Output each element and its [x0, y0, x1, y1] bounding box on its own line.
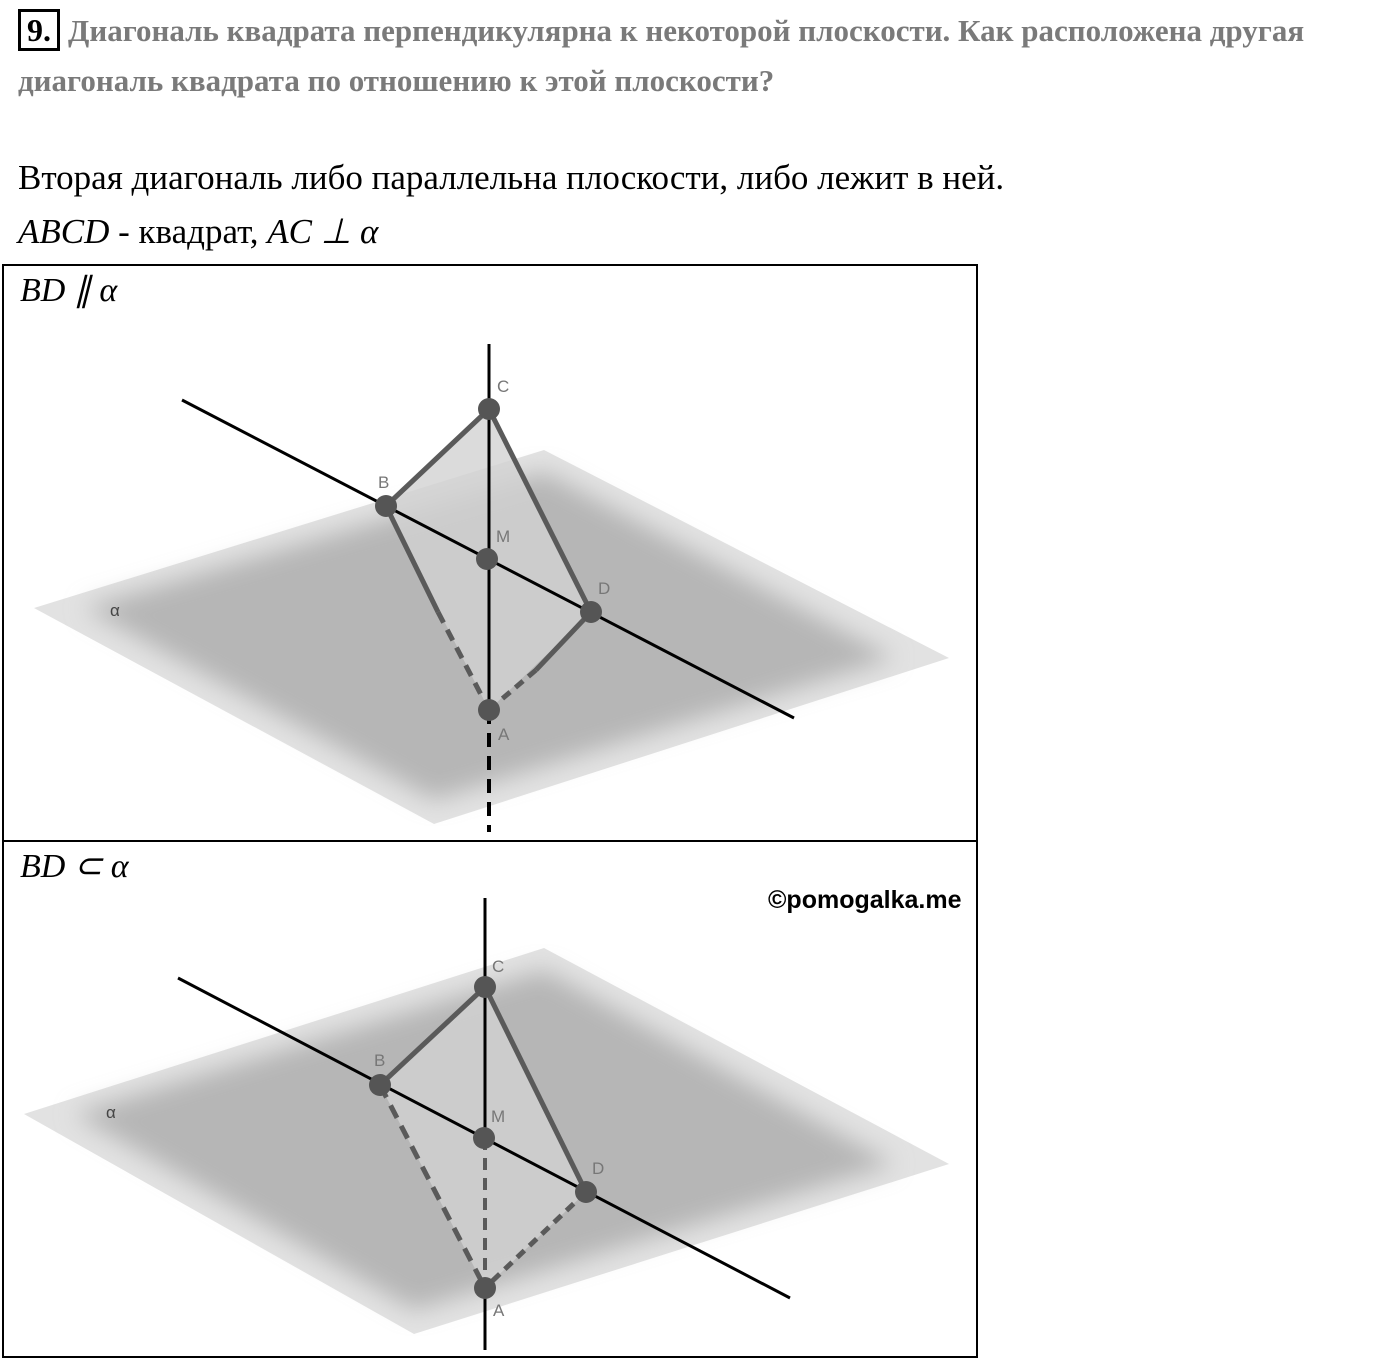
label-a: A: [498, 725, 510, 744]
answer-text: Вторая диагональ либо параллельна плоскости, либо лежит в ней.: [18, 158, 1005, 197]
point-m: [476, 548, 498, 570]
plane-label: α: [106, 1103, 116, 1122]
panel-label-in-plane: BD ⊂ α: [20, 848, 129, 885]
label-c: C: [497, 377, 510, 396]
point-b: [375, 495, 397, 517]
given-square: ABCD: [18, 212, 110, 251]
point-c: [478, 398, 500, 420]
label-a: A: [493, 1301, 505, 1320]
label-d: D: [598, 579, 611, 598]
figure-bd-in-plane-drawing: [4, 842, 976, 1356]
point-m: [473, 1127, 495, 1149]
label-b: B: [378, 473, 390, 492]
point-d: [580, 601, 602, 623]
point-d: [575, 1181, 597, 1203]
figure-bd-parallel-drawing: [4, 266, 976, 840]
question-text: Диагональ квадрата перпендикулярна к некоторой плоскости. Как расположена другая диагональ квадрата по отношению к этой плоскости?: [18, 13, 1305, 98]
label-m: M: [496, 527, 511, 546]
plane-label: α: [110, 601, 120, 620]
given-word: - квадрат,: [109, 212, 268, 251]
given-statement: [18, 212, 378, 252]
point-b: [369, 1074, 391, 1096]
label-b: B: [374, 1051, 386, 1070]
figure-bd-in-plane: [2, 840, 978, 1358]
given-condition: AC ⊥ α: [267, 212, 379, 251]
label-c: C: [492, 957, 505, 976]
point-a: [474, 1277, 496, 1299]
label-d: D: [592, 1159, 605, 1178]
watermark: ©pomogalka.me: [768, 886, 962, 914]
point-a: [478, 699, 500, 721]
question-number: 9.: [18, 9, 60, 51]
question: [18, 6, 1400, 106]
point-c: [474, 976, 496, 998]
panel-label-parallel: BD ∥ α: [20, 272, 118, 309]
label-m: M: [491, 1107, 506, 1126]
figure-bd-parallel: [2, 264, 978, 842]
